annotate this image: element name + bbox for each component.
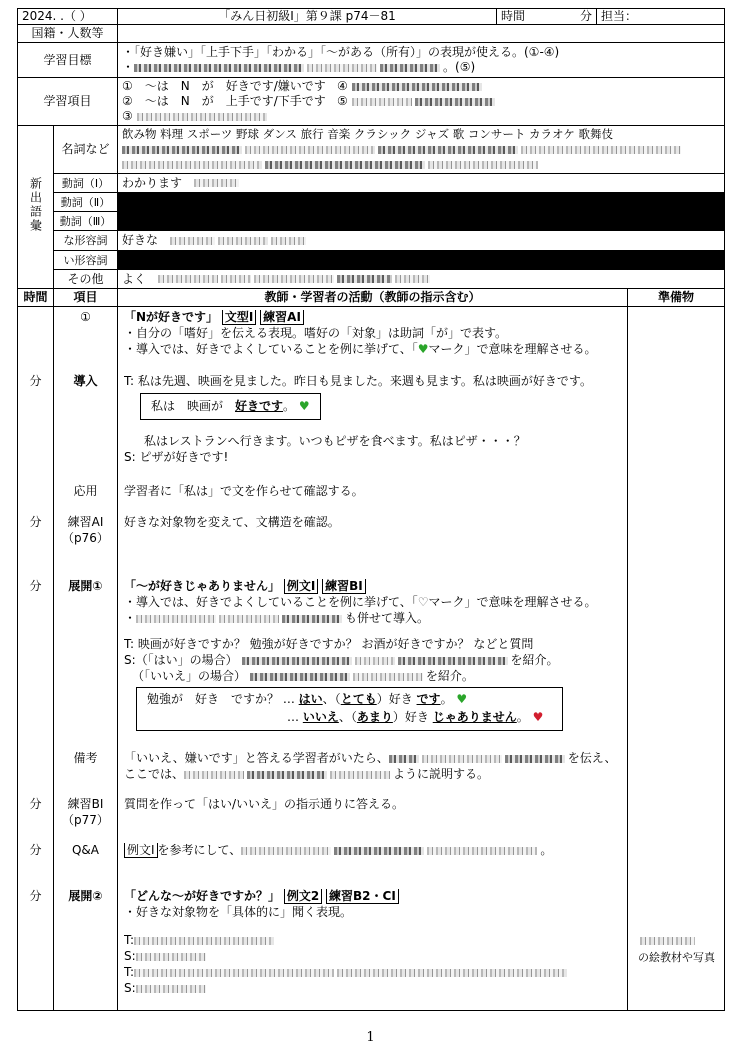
redacted-block-2 <box>118 251 725 270</box>
col-activity: 教師・学習者の活動（教師の指示含む） <box>118 289 628 307</box>
items-label: 学習項目 <box>18 78 118 126</box>
lesson-plan-table <box>17 8 725 1011</box>
other-text: よく <box>122 271 147 286</box>
prep-column: の絵教材や写真 <box>628 307 725 1011</box>
col-time: 時間 <box>18 289 54 307</box>
green-heart-icon: ♥ <box>456 692 468 706</box>
teacher-label: 担当： <box>601 9 638 23</box>
time-label: 時間 <box>501 9 526 23</box>
verb1-text: わかります <box>122 175 183 190</box>
nationality-label: 国籍・人数等 <box>18 25 118 43</box>
col-item: 項目 <box>54 289 118 307</box>
redacted-block <box>118 193 725 231</box>
example-box-2: 勉強が 好き ですか？ … はい、（とても）好き です。 ♥ … いいえ、（あまり）好き じゃありません。 ♥ <box>136 687 563 731</box>
goals-label: 学習目標 <box>18 43 118 78</box>
activity-column: 「Nが好きです」 文型Ⅰ 練習AⅠ ・自分の「嗜好」を伝える表現。嗜好の「対象」は助詞「が」で表す。 ・導入では、好きでよくしていることを例に挙げて、「♥マーク」で意味を理解させる。 T: 私は先週、映画を見ました。昨日も見ました。来週も見ます。私は映画が好きです。 私は 映画が 好きです。 ♥ 私はレストランへ行きます。いつもピザを食べます。私はピザ・・・？ S: ピザが好きです! 学習者に「私は」で文を作らせて確認する。 好きな対象物を変えて、文構造を確認。 「～が好きじゃありません」 例文Ⅰ 練習BⅠ ・導入では、好きでよくしていることを例に挙げて、「♡マーク」で意味を理解させる。 ・ も併せて導入。 T: 映画が好きですか？ 勉強が好きですか？ お酒が好きですか？ などと質問 S:（「はい」の場合） を紹介。 （「いいえ」の場合） を紹介。 勉強が 好き ですか？ … はい、（とても）好き です。 ♥ … いいえ、（あまり）好き じゃありません。 ♥ 「いいえ、嫌いです」と答える学習者がいたら、 を伝え、 ここでは、 ように説明する。 質問を作って「はい/いいえ」の指示通りに答える。 例文Ⅰ を参考にして、 。 「どんな～が好きですか？」 例文2 練習B2・CⅠ ・好きな対象物を「具体的に」聞く表現。 T: S: T: S: <box>118 307 628 1011</box>
col-prep: 準備物 <box>628 289 725 307</box>
other-label: その他 <box>54 270 118 289</box>
noun-content: 飲み物 料理 スポーツ 野球 ダンス 旅行 音楽 クラシック ジャズ 歌 コンサート カラオケ 歌舞伎 <box>118 126 725 174</box>
i-adj-label: い形容詞 <box>54 251 118 270</box>
minute-label: 分 <box>579 9 592 23</box>
red-heart-icon: ♥ <box>532 710 544 724</box>
goals-content: ・「好き嫌い」「上手下手」「わかる」「～がある（所有）」の表現が使える。(①-④) ・ 。(⑤) <box>118 43 725 78</box>
lesson-plan <box>17 8 724 1011</box>
noun-label: 名詞など <box>54 126 118 174</box>
na-adj-text: 好きな <box>122 233 159 247</box>
example-box-1: 私は 映画が 好きです。 ♥ <box>140 393 321 420</box>
verb2-label: 動詞（Ⅱ） <box>54 193 118 212</box>
items-content: ① ～は N が 好きです/嫌いです ④ ② ～は N が 上手です/下手です ⑤ ③ <box>118 78 725 126</box>
green-heart-icon: ♥ <box>298 399 310 413</box>
item-column: ① 導入 応用 練習AⅠ （p76） 展開① 備考 練習BⅠ （p77） Q&A 展開② <box>54 307 118 1011</box>
na-adj-label: な形容詞 <box>54 231 118 251</box>
outline-heart-icon: ♡ <box>417 595 429 609</box>
verb1-label: 動詞（Ⅰ） <box>54 174 118 193</box>
vocab-label: 新出語彙 <box>18 126 54 289</box>
header-date: 2024. .（ ） <box>22 9 92 23</box>
lesson-title: 「みん日初級Ⅰ」第９課 p74－81 <box>118 9 497 24</box>
page-number: 1 <box>366 1030 375 1045</box>
verb3-label: 動詞（Ⅲ） <box>54 212 118 231</box>
time-column: 分 分 分 分 分 分 <box>18 307 54 1011</box>
green-heart-icon: ♥ <box>417 342 429 356</box>
header-date-cell <box>18 9 118 25</box>
